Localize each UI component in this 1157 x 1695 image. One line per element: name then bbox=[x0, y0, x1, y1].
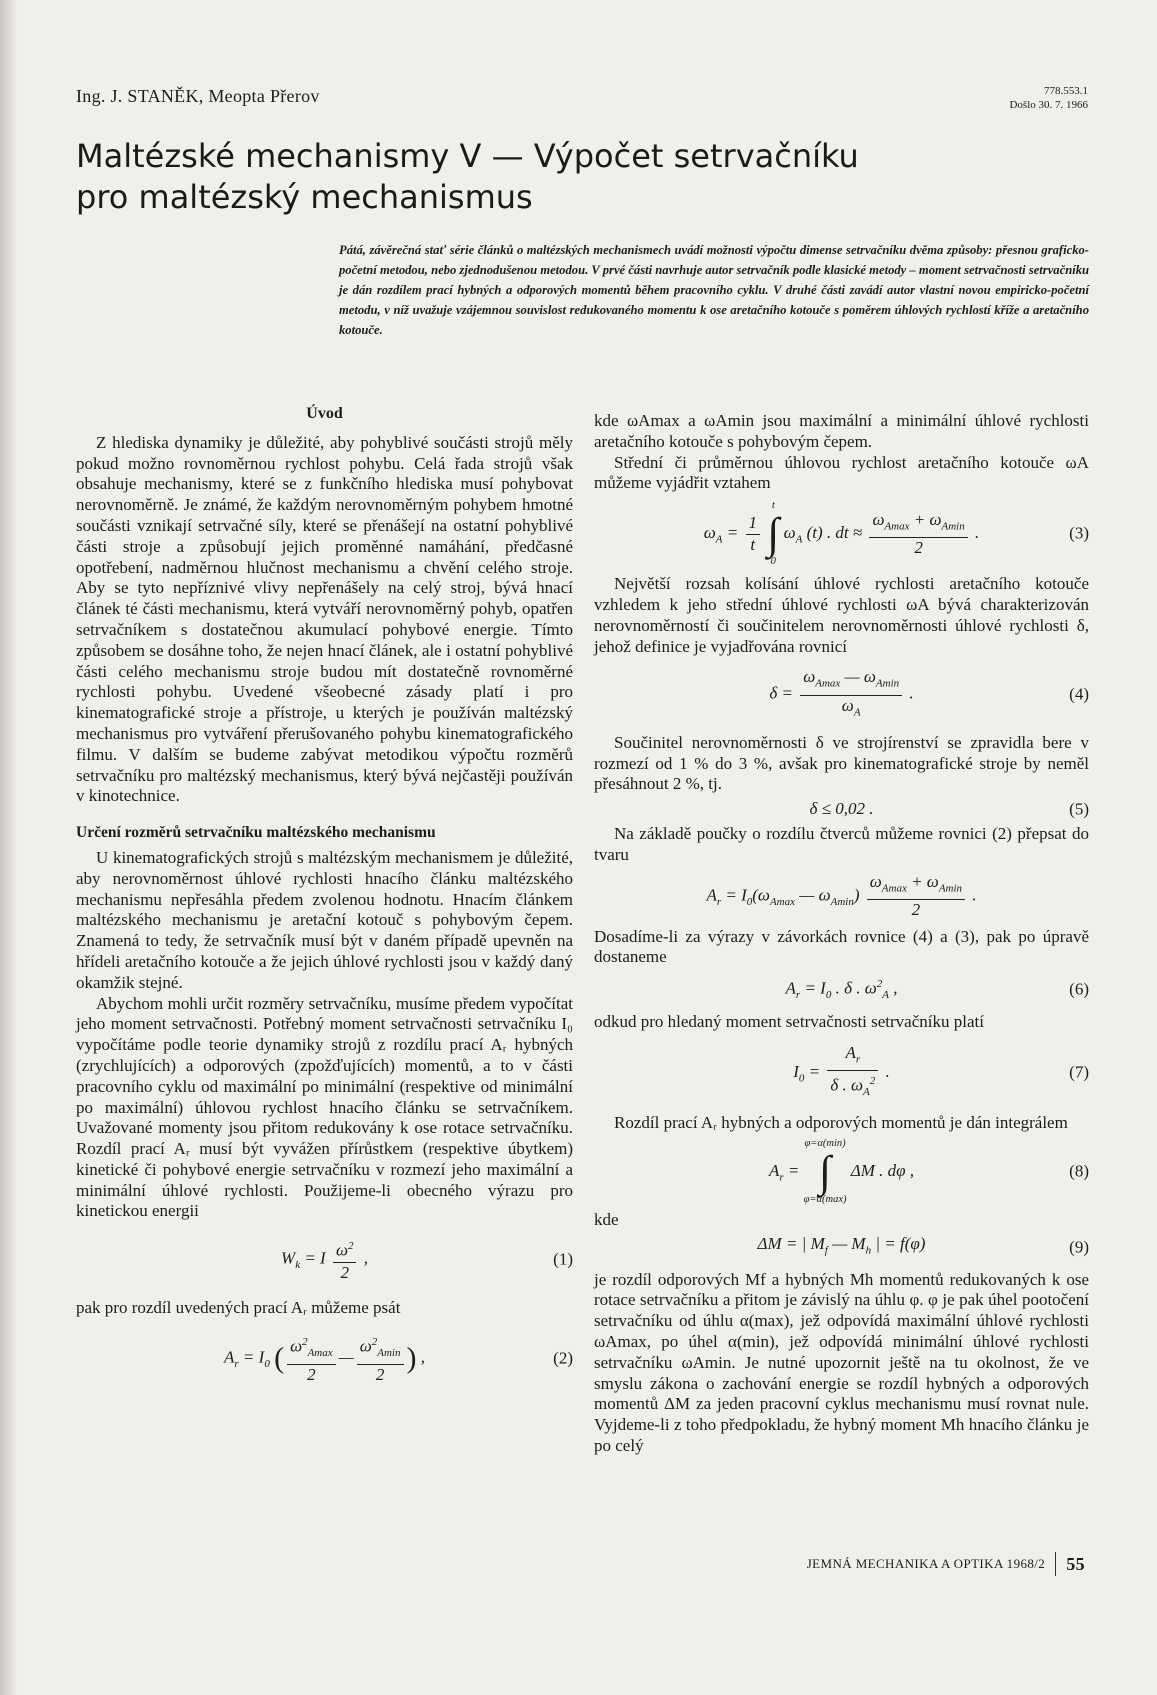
binding-shadow bbox=[0, 0, 18, 1695]
equation-number: (4) bbox=[1069, 684, 1089, 704]
section-heading-flywheel: Určení rozměrů setrvačníku maltézského mechanismu bbox=[76, 824, 436, 842]
paragraph: Součinitel nerovnoměrnosti δ ve strojírenství se zpravidla bere v rozmezí od 1 % do 3 %, avšak pro kinematografické stroje by neměl přesáhnout 2 %, tj. bbox=[594, 732, 1089, 794]
equation-number: (1) bbox=[553, 1249, 573, 1269]
equation-4: δ = $\frac{\omega_{Amax} — \omega_{Amin}}{\omega_A}$ . (4) bbox=[594, 667, 1089, 722]
footer-divider bbox=[1055, 1552, 1056, 1576]
equation-text: δ ≤ 0,02 . bbox=[809, 799, 874, 819]
paragraph: Na základě poučky o rozdílu čtverců můžeme rovnici (2) přepsat do tvaru bbox=[594, 823, 1089, 864]
equation-number: (7) bbox=[1069, 1062, 1089, 1082]
paragraph: Největší rozsah kolísání úhlové rychlosti aretačního kotouče vzhledem k jeho střední úhlové rychlosti ωA bývá charakterizován nerovnoměrností či součinitelem nerovnoměrnosti úhlové rychlosti δ, jehož definice je vyjadřována rovnicí bbox=[594, 574, 1089, 656]
abstract: Pátá, závěrečná stať série článků o maltézských mechanismech uvádí možnosti výpočtu dimense setrvačníku dvěma způsoby: přesnou graficko-početní metodou, nebo zjednodušenou metodou. V prvé části navrhuje autor setrvačník podle klasické metody – moment setrvačnosti setrvačníku je dán rozdílem prací hybných a odporových momentů během pracovního cyklu. V druhé části zavádí autor vlastní novou empiricko-početní metodu, v níž uvažuje vzájemnou souvislost redukovaného momentu k ose aretačního kotouče s poměrem úhlových rychlostí kříže a aretačního kotouče. bbox=[339, 243, 1089, 337]
udc-code: 778.553.1 bbox=[1044, 85, 1088, 97]
equation-number: (3) bbox=[1069, 523, 1089, 543]
equation-2-rewritten: $A_r = I_0(\omega_{Amax}$ — $\omega_{Amin}$) $\frac{\omega_{Amax} + \omega_{Amin}}{2}$ . bbox=[706, 871, 977, 919]
equation-1: $W_k = I$ $\frac{\omega^2}{2}$ , (1) bbox=[281, 1240, 573, 1282]
equation-9: ΔM = | $M_f$ — $M_h$ | = f(φ) (9) bbox=[757, 1234, 1089, 1257]
page-number: 55 bbox=[1066, 1553, 1085, 1574]
paragraph: U kinematografických strojů s maltézským mechanismem je důležité, aby nerovnoměrnost úhlové rychlosti hnacího článku maltézského mechanismu nepřesáhla předem zvolenou hodnotu. Hnacím článkem maltézského mechanismu je aretační kotouč s pohybovým čepem. Znamená to tedy, že setrvačník musí být v daném případě upevněn na hřídeli aretačního kotouče a že jejich úhlové rychlosti jsou v každý daný okamžik stejné. bbox=[76, 847, 573, 992]
equation-5 bbox=[594, 799, 1089, 820]
left-column bbox=[76, 404, 573, 1400]
page-footer bbox=[807, 1552, 1085, 1576]
title-line-1: Maltézské mechanismy V — Výpočet setrvačníku bbox=[76, 137, 859, 175]
equation-number: (8) bbox=[1069, 1161, 1089, 1181]
paragraph: Dosadíme-li za výrazy v závorkách rovnice (4) a (3), pak po úpravě dostaneme bbox=[594, 926, 1089, 967]
paragraph: odkud pro hledaný moment setrvačnosti setrvačníku platí bbox=[594, 1011, 984, 1031]
paragraph: je rozdíl odporových Mf a hybných Mh momentů redukovaných k ose rotace setrvačníku a přitom je závislý na úhlu φ. φ je pak úhel pootočení setrvačníku od úhlu α(max), jež odpovídá maximální úhlové rychlosti ωAmax, po úhel α(min), jež odpovídá minimální úhlové rychlosti setrvačníku ωAmin. Je nutné upozornit ještě na tu okolnost, že ve smyslu zákona o zachování energie se rozdíl hybných a odporových momentů ΔM za jeden pracovní cyklus mechanismu musí rovnat nule. Vyjdeme-li z toho předpokladu, že hybný moment Mh hnacího článku je po celý bbox=[594, 1269, 1089, 1455]
paragraph: kde bbox=[594, 1209, 619, 1229]
equation-number: (9) bbox=[1069, 1237, 1089, 1257]
equation-number: (5) bbox=[1069, 799, 1089, 819]
equation-3: $\omega_A$ = $\frac{1}{t}$ t ∫ 0 $\omega_A$ (t) . dt ≈ $\frac{\omega_{Amax} + \omega_{Amin}}{2}$ . (3) bbox=[703, 500, 1089, 568]
right-column bbox=[594, 411, 1089, 1457]
equation-number: (2) bbox=[553, 1348, 573, 1368]
paragraph: Rozdíl prací Aᵣ hybných a odporových momentů je dán integrálem bbox=[614, 1112, 1068, 1132]
equation-2: $A_r = I_0$ ( $\frac{\omega^2_{Amax}}{2}$ — $\frac{\omega^2_{Amin}}{2}$ ) , (2) bbox=[224, 1336, 573, 1385]
paragraph: kde ωAmax a ωAmin jsou maximální a minimální úhlové rychlosti aretačního kotouče s pohybovým čepem. bbox=[594, 411, 1089, 451]
equation-number: (6) bbox=[1069, 979, 1089, 999]
paragraph: pak pro rozdíl uvedených prací Aᵣ můžeme psát bbox=[76, 1297, 401, 1317]
equation-6: $A_r = I_0$ . δ . $\omega^2_A$ , (6) bbox=[785, 978, 1089, 1002]
journal-name: JEMNÁ MECHANIKA A OPTIKA 1968/2 bbox=[806, 1556, 1046, 1571]
paragraph: Z hlediska dynamiky je důležité, aby pohyblivé součásti strojů měly pokud možno rovnoměrnou rychlost pohybu. Celá řada strojů však obsahuje mechanismy, které se z funkčního hlediska musí pohybovat nerovnoměrně. Je známé, že každým nerovnoměrným pohybem hmotné součásti vznikají setrvačné síly, které se přenášejí na ostatní pohyblivé části stroje a způsobují jejich proměnné namáhání, předčasné opotřebení, nadměrnou hlučnost mechanismu a chvění celého stroje. Aby se tyto nepříznivé vlivy nepřenášely na celý stroj, bývá hnací článek té části mechanismu, která vytváří nerovnoměrný pohyb, opatřen setrvačníkem s dostatečnou akumulací pohybové energie. Tímto způsobem se dosáhne toho, že nejen hnací článek, ale i ostatní pohyblivé části celého mechanismu stroje budou mít dostatečně rovnoměrné rychlosti pohybu. Uvedené všeobecné zásady platí i pro kinematografické stroje a přístroje, u kterých je používán maltézský mechanismus pro vytváření přerušovaného pohybu kinematografického filmu. V dalším se budeme zabývat metodikou výpočtu rozměrů setrvačníku pro maltézský mechanismus, který bývá nejčastěji používán v kinotechnice. bbox=[76, 432, 573, 806]
paragraph: Střední či průměrnou úhlovou rychlost aretačního kotouče ωA můžeme vyjádřit vztahem bbox=[594, 452, 1089, 493]
equation-8: $A_r$ = φ=α(min) ∫ φ=α(max) ΔM . dφ , (8) bbox=[768, 1137, 1089, 1205]
paragraph: Abychom mohli určit rozměry setrvačníku, musíme předem vypočítat jeho moment setrvačnosti. Potřebný moment setrvačnosti setrvačníku I₀ vypočítáme podle teorie dynamiky strojů z rozdílu prací Aᵣ hybných (zrychlujících) a odporových (zpožďujících) momentů, a to v části pracovního cyklu od maximální po minimální (respektive od minimální po maximální) úhlovou rychlost hnacího článku se setrvačníkem. Uvažované momenty jsou přitom redukovány k ose rotace setrvačníku. Rozdíl prací Aᵣ musí být vyvážen přírůstkem (respektive úbytkem) kinetické či pohybové energie setrvačníku v rozmezí jeho maximální a minimální úhlové rychlosti. Použijeme-li obecného výrazu pro kinetickou energii bbox=[76, 993, 573, 1221]
document-meta bbox=[1009, 84, 1088, 112]
article-title bbox=[76, 136, 976, 218]
equation-7: $I_0$ = $\frac{A_r}{\delta . \omega_A^2}$ . (7) bbox=[594, 1043, 1089, 1103]
title-line-2: pro maltézský mechanismus bbox=[76, 178, 533, 216]
received-date: Došlo 30. 7. 1966 bbox=[1009, 99, 1088, 111]
author-line: Ing. J. STANĚK, Meopta Přerov bbox=[76, 86, 320, 106]
section-heading-intro: Úvod bbox=[306, 405, 343, 422]
